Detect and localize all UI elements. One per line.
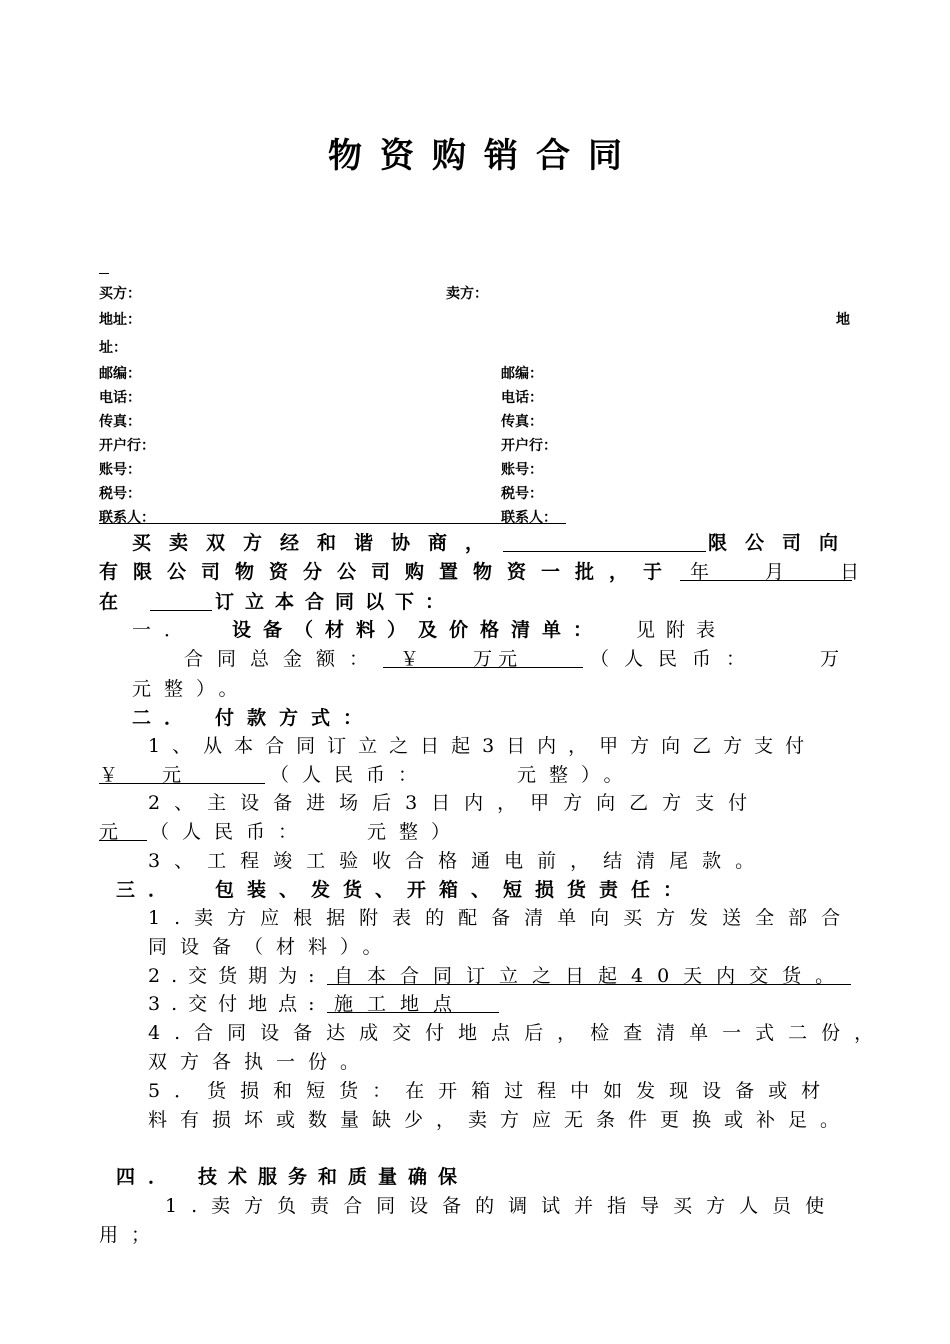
s2-p2: 2、主设备进场后3日内，甲方向乙方支付 <box>148 792 762 814</box>
contact-label-buyer: 联系人： <box>99 510 155 526</box>
s2-p2-end: 元整） <box>367 821 464 843</box>
s3-p3-label: 3.交付地点: <box>148 993 326 1015</box>
s1-total-rmb: （人民币： <box>590 648 761 670</box>
s3-p2-value: 自本合同订立之日起40天内交货。 <box>334 965 849 987</box>
s2-p3: 3、工程竣工验收合格通电前，结清尾款。 <box>148 850 769 872</box>
s3-p5a: 5．货损和短货：在开箱过程中如发现设备或材 <box>148 1080 835 1102</box>
s3-p5b: 料有损坏或数量缺少，卖方应无条件更换或补足。 <box>148 1109 853 1131</box>
s4-heading: 技术服务和质量确保 <box>198 1166 469 1188</box>
address-label-seller-a: 地 <box>836 312 850 328</box>
s2-p2-rmb: （人民币： <box>150 821 311 843</box>
account-label-buyer: 账号： <box>99 462 141 478</box>
s1-heading: 设备（材料）及价格清单： <box>232 619 605 641</box>
tax-label-seller: 税号： <box>501 486 543 502</box>
s1-total-underline <box>383 667 583 668</box>
intro-line2: 有限公司物资分公司购置物资一批，于 <box>99 561 678 583</box>
s1-total-wan: 万 <box>820 648 853 670</box>
intro-line1-tail: 限公司向 <box>708 532 857 554</box>
contact-label-seller: 联系人： <box>501 510 557 526</box>
s3-p3-underline <box>327 1012 499 1013</box>
seller-label: 卖方： <box>446 286 488 302</box>
s1-heading-tail: 见附表 <box>636 619 727 641</box>
address-label-seller-b: 址： <box>99 340 127 356</box>
address-label-buyer: 地址： <box>99 312 141 328</box>
intro-line1: 买卖双方经和谐协商， <box>132 532 503 554</box>
bank-label-buyer: 开户行： <box>99 438 155 454</box>
s2-p1: 1、从本合同订立之日起3日内，甲方向乙方支付 <box>148 735 817 757</box>
fax-label-buyer: 传真： <box>99 414 141 430</box>
phone-label-seller: 电话： <box>501 390 543 406</box>
s3-p3-value: 施工地点 <box>334 993 467 1015</box>
postcode-label-seller: 邮编： <box>501 366 543 382</box>
account-label-seller: 账号： <box>501 462 543 478</box>
intro-company-blank <box>503 551 706 552</box>
s2-p1-rmb: （人民币： <box>270 764 431 786</box>
intro-place-blank <box>150 610 212 611</box>
intro-line3-b: 订立本合同以下： <box>215 591 456 613</box>
buyer-label: 买方： <box>99 286 141 302</box>
s3-p1b: 同设备（材料）。 <box>148 936 395 958</box>
page-title: 物资购销合同 <box>328 136 640 176</box>
s3-number: 三． <box>116 879 181 901</box>
tax-label-buyer: 税号： <box>99 486 141 502</box>
s2-p2-amount: 元 <box>99 821 132 843</box>
s2-p1-underline <box>99 783 265 784</box>
s2-number: 二． <box>132 707 197 729</box>
mark-line <box>99 273 109 274</box>
s3-p1a: 1.卖方应根据附表的配备清单向买方发送全部合 <box>148 907 855 929</box>
intro-date: 年 月 日 <box>690 561 876 583</box>
s4-p1a: 1.卖方负责合同设备的调试并指导买方人员使 <box>165 1195 839 1217</box>
s3-p4b: 双方各执一份。 <box>148 1051 373 1073</box>
s4-number: 四． <box>116 1166 181 1188</box>
s1-number: 一． <box>132 619 197 641</box>
bank-label-seller: 开户行： <box>501 438 557 454</box>
fax-label-seller: 传真： <box>501 414 543 430</box>
s4-p1b: 用； <box>99 1224 164 1246</box>
s3-p4a: 4.合同设备达成交付地点后，检查清单一式二份， <box>148 1022 888 1044</box>
s3-p2-underline <box>327 984 851 985</box>
s3-p2-label: 2.交货期为: <box>148 965 326 987</box>
s3-heading: 包装、发货、开箱、短损货责任： <box>215 879 696 901</box>
phone-label-buyer: 电话： <box>99 390 141 406</box>
intro-line3-a: 在 <box>99 591 132 613</box>
s2-p1-amount: ￥ 元 <box>99 764 186 786</box>
s1-total-end: 元整）。 <box>132 678 251 700</box>
postcode-label-buyer: 邮编： <box>99 366 141 382</box>
contact-underline <box>99 523 566 524</box>
intro-date-underline <box>680 580 852 581</box>
s2-p1-end: 元整）。 <box>517 764 636 786</box>
s1-total-label: 合同总金额： <box>184 648 383 670</box>
s2-heading: 付款方式： <box>215 707 376 729</box>
s1-total-value: ￥ 万元 <box>400 648 524 670</box>
s2-p2-underline <box>99 840 147 841</box>
